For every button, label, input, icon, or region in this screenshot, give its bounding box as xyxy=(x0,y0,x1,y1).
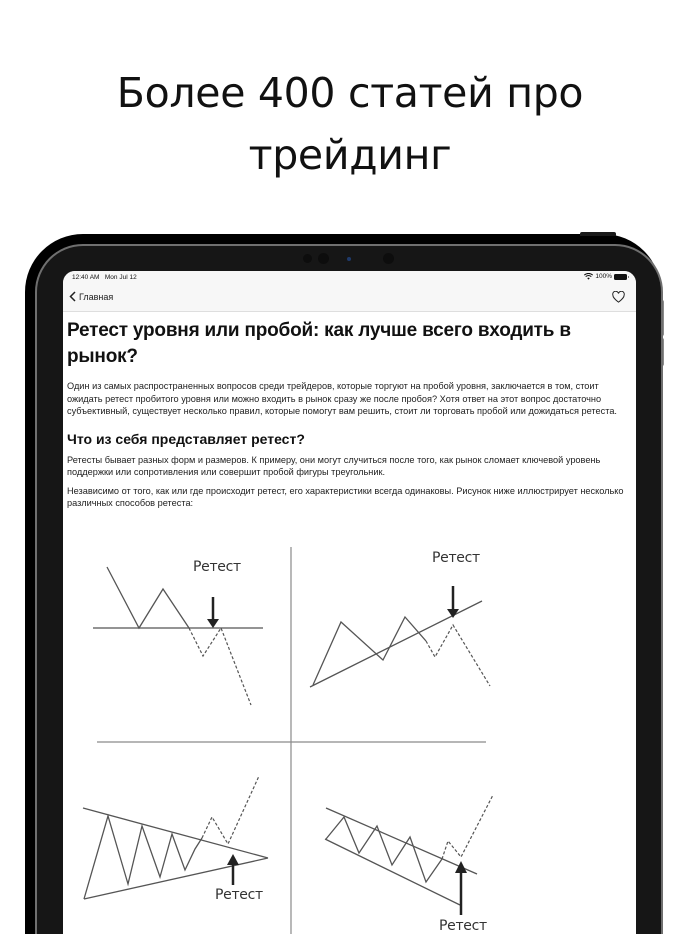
battery-percentage: 100% xyxy=(595,273,612,280)
retest-illustration xyxy=(63,541,636,934)
status-time: 12:40 AM xyxy=(72,274,100,281)
battery-icon xyxy=(614,274,627,280)
favorite-button[interactable] xyxy=(612,290,625,308)
wifi-icon xyxy=(584,273,593,280)
article-paragraph: Независимо от того, как или где происходит ретест, его характеристики всегда одинаковы. Рисунок ниже иллюстрирует несколько различных способов ретеста: xyxy=(67,485,624,508)
article-title: Ретест уровня или пробой: как лучше всего входить в рынок? xyxy=(67,320,571,367)
device-top-button xyxy=(580,232,616,236)
sensor-icon xyxy=(303,254,312,263)
retest-diagram xyxy=(63,541,636,934)
chevron-left-icon xyxy=(69,291,76,302)
back-button-label: Главная xyxy=(79,291,114,302)
status-bar-right xyxy=(584,273,627,280)
navigation-bar xyxy=(63,271,636,312)
back-button[interactable] xyxy=(69,291,113,302)
retest-label: Ретест xyxy=(439,918,487,934)
article-intro: Один из самых распространенных вопросов среди трейдеров, которые торгуют на пробой уровня, заключается в том, стоит ожидать ретест пробитого уровня или можно входить в рынок сразу же после пробоя? Хотя ответ на этот вопрос достаточно субъективный, существует несколько правил, которые помогут вам решить, стоит ли торговать пробой или дожидаться ретеста. xyxy=(67,381,617,416)
promo-headline-line1: Более 400 статей про xyxy=(116,69,584,117)
app-screen xyxy=(63,271,636,934)
article-content xyxy=(63,312,636,510)
promo-headline xyxy=(0,62,700,186)
heart-icon xyxy=(612,291,625,303)
sensor-icon xyxy=(318,253,329,264)
article-paragraph: Ретесты бывает разных форм и размеров. К примеру, они могут случиться после того, как рынок сломает ключевой уровень поддержки или сопротивления или совершит пробой фигуры треугольник. xyxy=(67,454,601,477)
status-bar-left xyxy=(72,274,137,281)
promo-headline-line2: трейдинг xyxy=(248,131,452,179)
sensor-icon xyxy=(383,253,394,264)
section-heading: Что из себя представляет ретест? xyxy=(67,430,305,447)
retest-label: Ретест xyxy=(193,559,241,575)
camera-icon xyxy=(347,257,351,261)
status-date: Mon Jul 12 xyxy=(104,274,137,281)
retest-label: Ретест xyxy=(432,550,480,566)
retest-label: Ретест xyxy=(215,887,263,903)
